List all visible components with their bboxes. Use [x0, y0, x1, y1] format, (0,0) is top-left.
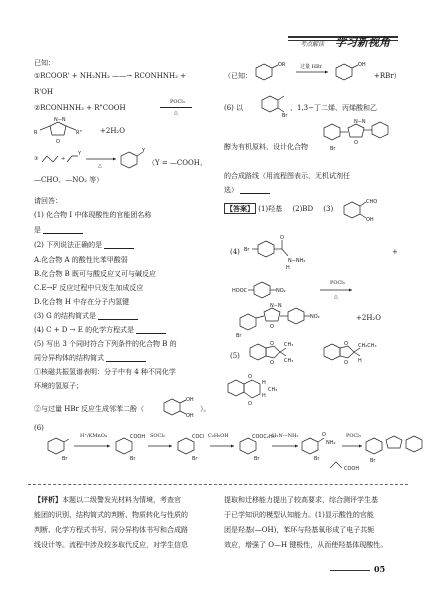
svg-text:CH₃: CH₃: [284, 342, 294, 348]
svg-text:HOOC: HOOC: [232, 288, 248, 294]
footer-rule: [330, 570, 370, 571]
answer-6-label: (6): [34, 424, 44, 432]
question-6-reagents: 、1,3−丁二烯、丙烯酸和乙: [290, 104, 377, 112]
question-2-text: (2) 下列说法正确的是: [34, 241, 103, 249]
svg-text:N−N: N−N: [54, 117, 66, 123]
svg-text:COOH: COOH: [130, 434, 146, 440]
svg-text:O: O: [56, 139, 60, 145]
reagent-hydrazine: H₂N—NH₂: [272, 433, 299, 439]
svg-text:R": R": [76, 130, 82, 136]
svg-text:COOH: COOH: [344, 466, 360, 472]
y-substituent-note: （Y = —COOH、: [148, 159, 207, 167]
reaction-2-condition: POCl₃: [170, 99, 185, 105]
condition-1: ①核磁共振氢谱表明：分子中有 4 种不同化学: [34, 368, 176, 376]
target-compound-structure: [320, 118, 400, 162]
svg-text:O: O: [354, 140, 358, 146]
question-6-c: 醇为有机原料，设计化合物: [224, 143, 308, 151]
question-1-is: 是: [34, 226, 41, 234]
analysis-label: 【评析】: [34, 495, 62, 504]
question-6-d: 的合成路线（用流程图表示，无机试剂任: [224, 172, 350, 180]
svg-text:N−N: N−N: [354, 119, 366, 125]
svg-text:Br: Br: [330, 146, 336, 152]
answer-blank-2[interactable]: [104, 241, 134, 249]
svg-text:H: H: [358, 358, 362, 364]
svg-text:H: H: [286, 265, 290, 271]
answer-4-water: +2H₂O: [356, 314, 381, 322]
condition-1-b: 环境的氢原子；: [34, 382, 83, 390]
reaction-2-arrow: [160, 107, 192, 108]
answer-2: (2)BD: [292, 205, 314, 213]
svg-text:Br: Br: [282, 113, 288, 119]
svg-text:Br: Br: [236, 333, 242, 339]
svg-text:Br: Br: [314, 456, 320, 462]
svg-text:NH₂: NH₂: [326, 440, 336, 446]
reagent-socl2: SOCl₂: [150, 433, 165, 439]
question-5-isomer: 同分异构体的结构简式: [34, 354, 104, 362]
reagent-kmno4: H⁺/KMnO₄: [80, 433, 107, 439]
option-d: D.化合物 H 中存在分子内氢键: [34, 298, 130, 306]
svg-text:Br: Br: [244, 247, 250, 253]
svg-text:O: O: [270, 341, 274, 347]
analysis-right-line-3: 团是羟基(—OH)，苯环与羟基氧形成了电子共轭: [224, 526, 375, 534]
svg-text:Br: Br: [254, 456, 260, 462]
answer-4-condition: POCl₃: [330, 280, 345, 286]
svg-text:OR: OR: [278, 62, 286, 68]
analysis-line-2: 能团的识别、结构简式的判断、物质转化与性质的: [34, 511, 188, 519]
question-4: [34, 326, 166, 334]
question-2: [34, 241, 134, 249]
answer-1: (1)羟基: [258, 205, 283, 213]
svg-text:CH₂CH₃: CH₂CH₃: [358, 343, 377, 349]
y-substituent-note-2: —CHO、—NO₂ 等）: [34, 176, 104, 184]
answer-blank-5[interactable]: [106, 354, 146, 362]
reaction-2-product: +2H₂O: [100, 127, 125, 135]
answer-label: 【答案】: [226, 204, 254, 213]
question-3-text: (3) G 的结构简式是: [34, 312, 96, 320]
analysis-line-3: 判断、化学方程式书写、同分异构体书写和合成路: [34, 526, 188, 534]
answer-5-isomer-2: [320, 338, 400, 368]
answer-3-structure: [340, 196, 400, 224]
svg-text:O: O: [344, 341, 348, 347]
svg-text:N−NH₂: N−NH₂: [288, 258, 306, 264]
svg-text:OH: OH: [366, 217, 374, 223]
svg-text:N−N: N−N: [270, 303, 282, 309]
analysis-right-line-2: 于已学知识的模型认知能力。(1)显示酸性的官能: [224, 511, 374, 519]
reaction-2: ②RCONHNH₂ + R"COOH: [34, 104, 126, 112]
analysis-line-4: 线设计等。流程中涉及较多取代反应，对学生信息: [34, 541, 188, 549]
answer-blank-3[interactable]: [98, 312, 138, 320]
svg-text:Br: Br: [192, 456, 198, 462]
svg-text:NO₂: NO₂: [276, 288, 286, 294]
svg-text:O: O: [280, 235, 284, 241]
question-1-end: [34, 226, 83, 234]
svg-text:COOC₂H₅: COOC₂H₅: [252, 434, 275, 440]
svg-text:NO₂: NO₂: [310, 314, 320, 320]
answer-4-plus: +: [392, 248, 398, 256]
svg-text:Y: Y: [142, 148, 146, 154]
svg-text:O: O: [322, 432, 326, 438]
bromotoluene-structure: [258, 90, 294, 120]
svg-text:O: O: [248, 401, 252, 407]
question-6-optional: 选）: [224, 186, 238, 194]
svg-text:CHO: CHO: [366, 199, 378, 205]
svg-text:+: +: [61, 156, 66, 162]
svg-text:△: △: [98, 163, 102, 169]
svg-text:O: O: [270, 324, 274, 330]
svg-text:Br: Br: [370, 458, 376, 464]
svg-text:③: ③: [34, 156, 39, 162]
reaction-1-product: R'OH: [34, 88, 54, 96]
question-6-label: (6) 以: [224, 104, 244, 112]
analysis-line-1: [34, 496, 181, 504]
option-a: A.化合物 A 的酸性比苯甲酸弱: [34, 256, 128, 264]
svg-text:CH₃: CH₃: [268, 387, 278, 393]
answer-4-product: [232, 300, 372, 340]
answer-blank-1[interactable]: [43, 226, 83, 234]
question-4-text: (4) C + D → E 的化学方程式是: [34, 326, 135, 334]
svg-text:CH₃: CH₃: [284, 358, 294, 364]
svg-text:Br: Br: [130, 456, 136, 462]
answer-3: (3): [323, 205, 334, 213]
svg-text:OH: OH: [358, 62, 366, 68]
reaction-2-heat: △: [174, 110, 178, 116]
svg-text:H: H: [262, 380, 266, 386]
page-number: 05: [374, 564, 386, 574]
question-5: (5) 写出 3 个同时符合下列条件的化合物 B 的: [34, 340, 177, 348]
svg-text:Y: Y: [78, 151, 82, 157]
question-6-e: [224, 186, 270, 194]
svg-text:OH: OH: [186, 397, 194, 403]
oxadiazole-structure: [36, 118, 96, 148]
analysis-right-line-4: 效应，增强了 O—H 键极性，从而使羟基体现酸性。: [224, 541, 388, 549]
answer-4-label: (4): [230, 248, 240, 256]
svg-text:O: O: [248, 374, 252, 380]
analysis-right-line-1: 提取和迁移能力提出了较高要求，综合测评学生基: [224, 496, 378, 504]
reaction-1: ①RCOOR' + NH₂NH₂ ——→ RCONHNH₂ +: [34, 72, 186, 80]
answer-line-1: [224, 205, 333, 213]
option-c: C.E→F 反应过程中只发生加成反应: [34, 284, 144, 292]
svg-text:COCl: COCl: [192, 434, 205, 440]
question-6-a: [224, 104, 243, 112]
ask-label: 请回答：: [34, 197, 62, 205]
reagent-ethanol: C₂H₅OH: [208, 433, 229, 439]
header-title: 学习新视角: [335, 36, 390, 49]
catechol-structure: [160, 395, 200, 423]
reagent-pocl3: POCl₃: [346, 433, 361, 439]
known-intro: 已知：: [34, 59, 55, 67]
svg-text:Br: Br: [62, 456, 68, 462]
analysis-text-1: 本题以二级警发光材料为情境，考查官: [62, 496, 181, 504]
question-1: (1) 化合物 I 中体现酸性的官能团名称: [34, 211, 152, 219]
question-5-b: [34, 354, 146, 362]
answer-blank-6[interactable]: [240, 186, 270, 194]
svg-text:OH: OH: [186, 413, 194, 419]
answer-5-isomer-3: [224, 370, 304, 410]
answer-4-heat: △: [334, 294, 338, 300]
hbr-condition: 过量 HBr: [300, 64, 323, 70]
svg-text:H: H: [262, 393, 266, 399]
section-divider: [28, 484, 408, 485]
known-bracket: （已知：: [224, 72, 252, 80]
hbr-side-product: +RBr）: [374, 72, 401, 80]
question-3: [34, 312, 138, 320]
header-tag: 考点解读: [300, 41, 325, 48]
option-b: B.化合物 B 既可与酸反应又可与碱反应: [34, 270, 156, 278]
svg-text:O: O: [344, 360, 348, 366]
condition-2-end: ）。: [200, 405, 211, 413]
svg-text:O: O: [270, 360, 274, 366]
condition-2: ②与过量 HBr 反应生成邻苯二酚（: [34, 405, 145, 413]
answer-5-label: (5): [230, 352, 240, 360]
answer-blank-4[interactable]: [136, 326, 166, 334]
answer-4-hydrazide: [244, 232, 344, 270]
svg-text:R: R: [34, 130, 38, 136]
answer-5-isomer-1: [246, 338, 316, 368]
